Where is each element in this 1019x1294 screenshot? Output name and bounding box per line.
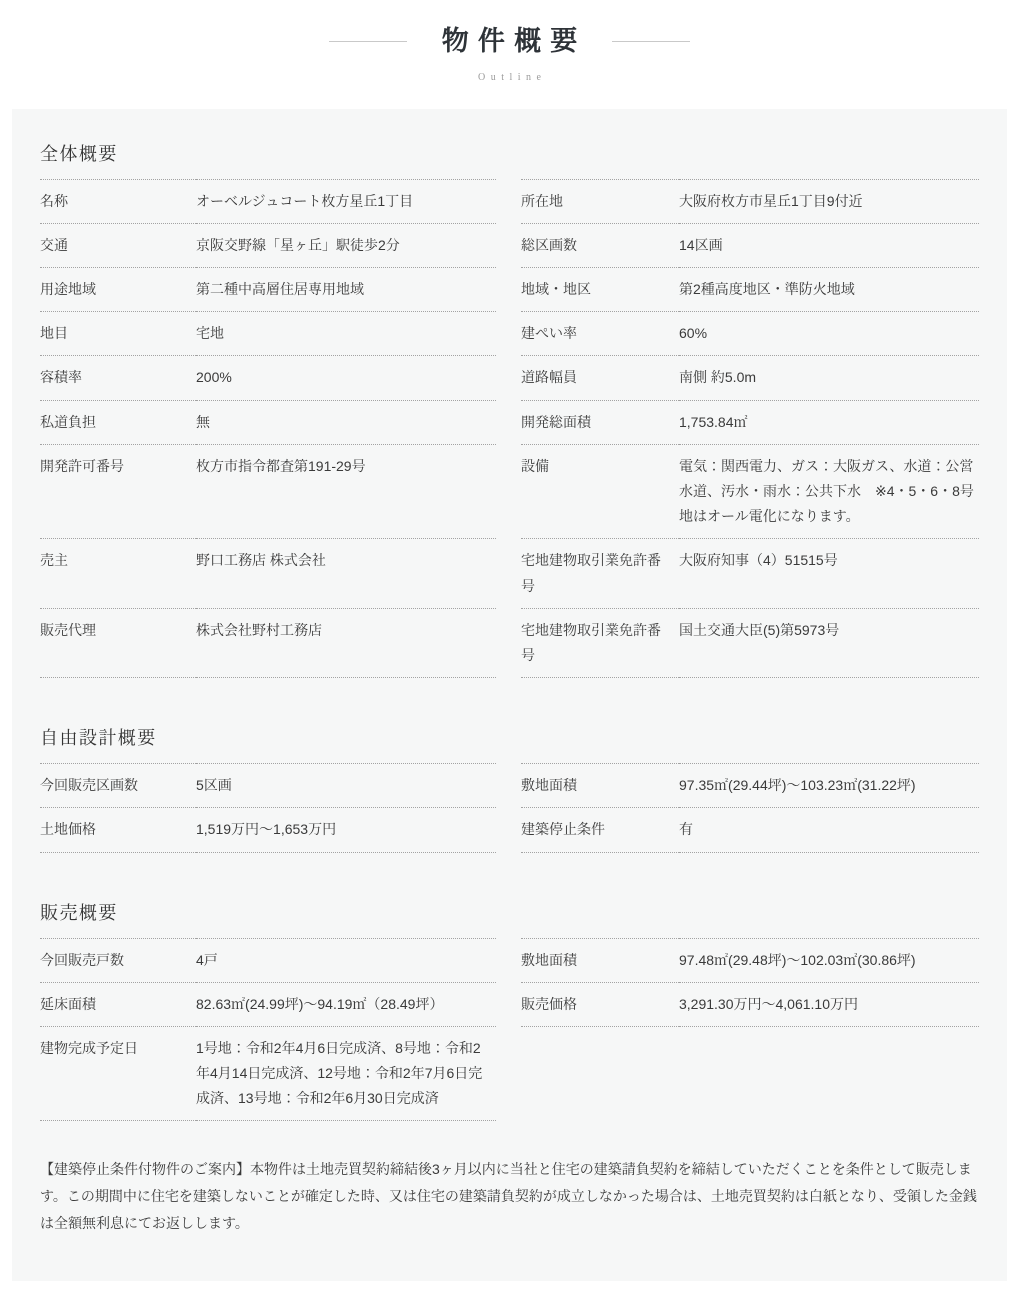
- right-field-value: 電気：関西電力、ガス：大阪ガス、水道：公営水道、汚水・雨水：公共下水 ※4・5・6・8号地はオール電化になります。: [679, 445, 979, 540]
- left-field-value: 京阪交野線「星ヶ丘」駅徒歩2分: [196, 224, 496, 268]
- column-gap: [496, 356, 521, 400]
- column-gap: [496, 401, 521, 445]
- left-field-label: 私道負担: [40, 401, 196, 445]
- column-gap: [496, 1027, 521, 1122]
- section-free-design-summary: [40, 724, 979, 852]
- column-gap: [496, 763, 521, 808]
- right-field-label-empty: [521, 1027, 679, 1122]
- right-field-label: 総区画数: [521, 224, 679, 268]
- column-gap: [496, 179, 521, 224]
- left-field-value: 4戸: [196, 938, 496, 983]
- page-header: [0, 0, 1019, 83]
- free-design-summary-table: [40, 763, 979, 852]
- left-field-label: 土地価格: [40, 808, 196, 852]
- left-field-value: 枚方市指令都査第191-29号: [196, 445, 496, 540]
- left-field-label: 延床面積: [40, 983, 196, 1027]
- section-heading: 全体概要: [40, 143, 118, 164]
- column-gap: [496, 983, 521, 1027]
- left-field-label: 開発許可番号: [40, 445, 196, 540]
- right-field-value: 有: [679, 808, 979, 852]
- left-field-label: 建物完成予定日: [40, 1027, 196, 1122]
- column-gap: [496, 609, 521, 678]
- right-field-label: 販売価格: [521, 983, 679, 1027]
- left-field-value: 1号地：令和2年4月6日完成済、8号地：令和2年4月14日完成済、12号地：令和2年7月6日完成済、13号地：令和2年6月30日完成済: [196, 1027, 496, 1122]
- section-sales-summary: [40, 899, 979, 1122]
- page-subtitle: Outline: [478, 71, 547, 83]
- right-field-label: 道路幅員: [521, 356, 679, 400]
- left-field-value: 宅地: [196, 312, 496, 356]
- right-field-label: 建ぺい率: [521, 312, 679, 356]
- right-field-value-empty: [679, 1027, 979, 1122]
- right-field-value: 97.48㎡(29.48坪)〜102.03㎡(30.86坪): [679, 938, 979, 983]
- left-field-value: オーベルジュコート枚方星丘1丁目: [196, 179, 496, 224]
- right-field-value: 14区画: [679, 224, 979, 268]
- left-field-label: 今回販売戸数: [40, 938, 196, 983]
- left-field-value: 株式会社野村工務店: [196, 609, 496, 678]
- column-gap: [496, 539, 521, 608]
- left-field-label: 販売代理: [40, 609, 196, 678]
- title-rule-left: [329, 41, 407, 42]
- right-field-value: 3,291.30万円〜4,061.10万円: [679, 983, 979, 1027]
- column-gap: [496, 808, 521, 852]
- left-field-label: 今回販売区画数: [40, 763, 196, 808]
- title-rule-right: [612, 41, 690, 42]
- left-field-label: 地目: [40, 312, 196, 356]
- left-field-value: 1,519万円〜1,653万円: [196, 808, 496, 852]
- column-gap: [496, 445, 521, 540]
- column-gap: [496, 224, 521, 268]
- page-title-text: 物件概要: [441, 26, 587, 56]
- column-gap: [496, 268, 521, 312]
- left-field-label: 用途地域: [40, 268, 196, 312]
- right-field-label: 所在地: [521, 179, 679, 224]
- section-heading: 自由設計概要: [40, 728, 157, 749]
- column-gap: [496, 938, 521, 983]
- right-field-value: 南側 約5.0m: [679, 356, 979, 400]
- section-overall-summary: [40, 140, 979, 678]
- page-title: [0, 27, 1019, 57]
- section-heading: 販売概要: [40, 902, 118, 923]
- right-field-label: 敷地面積: [521, 763, 679, 808]
- left-field-value: 第二種中高層住居専用地域: [196, 268, 496, 312]
- right-field-value: 60%: [679, 312, 979, 356]
- outline-card: [12, 109, 1007, 1282]
- right-field-value: 大阪府枚方市星丘1丁目9付近: [679, 179, 979, 224]
- left-field-label: 名称: [40, 179, 196, 224]
- left-field-label: 交通: [40, 224, 196, 268]
- left-field-label: 売主: [40, 539, 196, 608]
- column-gap: [496, 312, 521, 356]
- left-field-value: 82.63㎡(24.99坪)〜94.19㎡（28.49坪）: [196, 983, 496, 1027]
- right-field-label: 敷地面積: [521, 938, 679, 983]
- overall-summary-table: [40, 179, 979, 678]
- building-condition-note: 【建築停止条件付物件のご案内】本物件は土地売買契約締結後3ヶ月以内に当社と住宅の建築請負契約を締結していただくことを条件として販売します。この期間中に住宅を建築しないことが確定した時、又は住宅の建築請負契約が成立しなかった場合は、土地売買契約は白紙となり、受領した金銭は全額無利息にてお返しします。: [40, 1161, 977, 1232]
- right-field-label: 宅地建物取引業免許番号: [521, 609, 679, 678]
- right-field-value: 第2種高度地区・準防火地域: [679, 268, 979, 312]
- right-field-label: 宅地建物取引業免許番号: [521, 539, 679, 608]
- right-field-label: 地域・地区: [521, 268, 679, 312]
- right-field-value: 大阪府知事（4）51515号: [679, 539, 979, 608]
- sales-summary-table: [40, 938, 979, 1122]
- right-field-value: 97.35㎡(29.44坪)〜103.23㎡(31.22坪): [679, 763, 979, 808]
- left-field-value: 5区画: [196, 763, 496, 808]
- right-field-value: 国土交通大臣(5)第5973号: [679, 609, 979, 678]
- left-field-value: 野口工務店 株式会社: [196, 539, 496, 608]
- right-field-label: 開発総面積: [521, 401, 679, 445]
- left-field-value: 200%: [196, 356, 496, 400]
- left-field-label: 容積率: [40, 356, 196, 400]
- right-field-label: 建築停止条件: [521, 808, 679, 852]
- right-field-label: 設備: [521, 445, 679, 540]
- right-field-value: 1,753.84㎡: [679, 401, 979, 445]
- left-field-value: 無: [196, 401, 496, 445]
